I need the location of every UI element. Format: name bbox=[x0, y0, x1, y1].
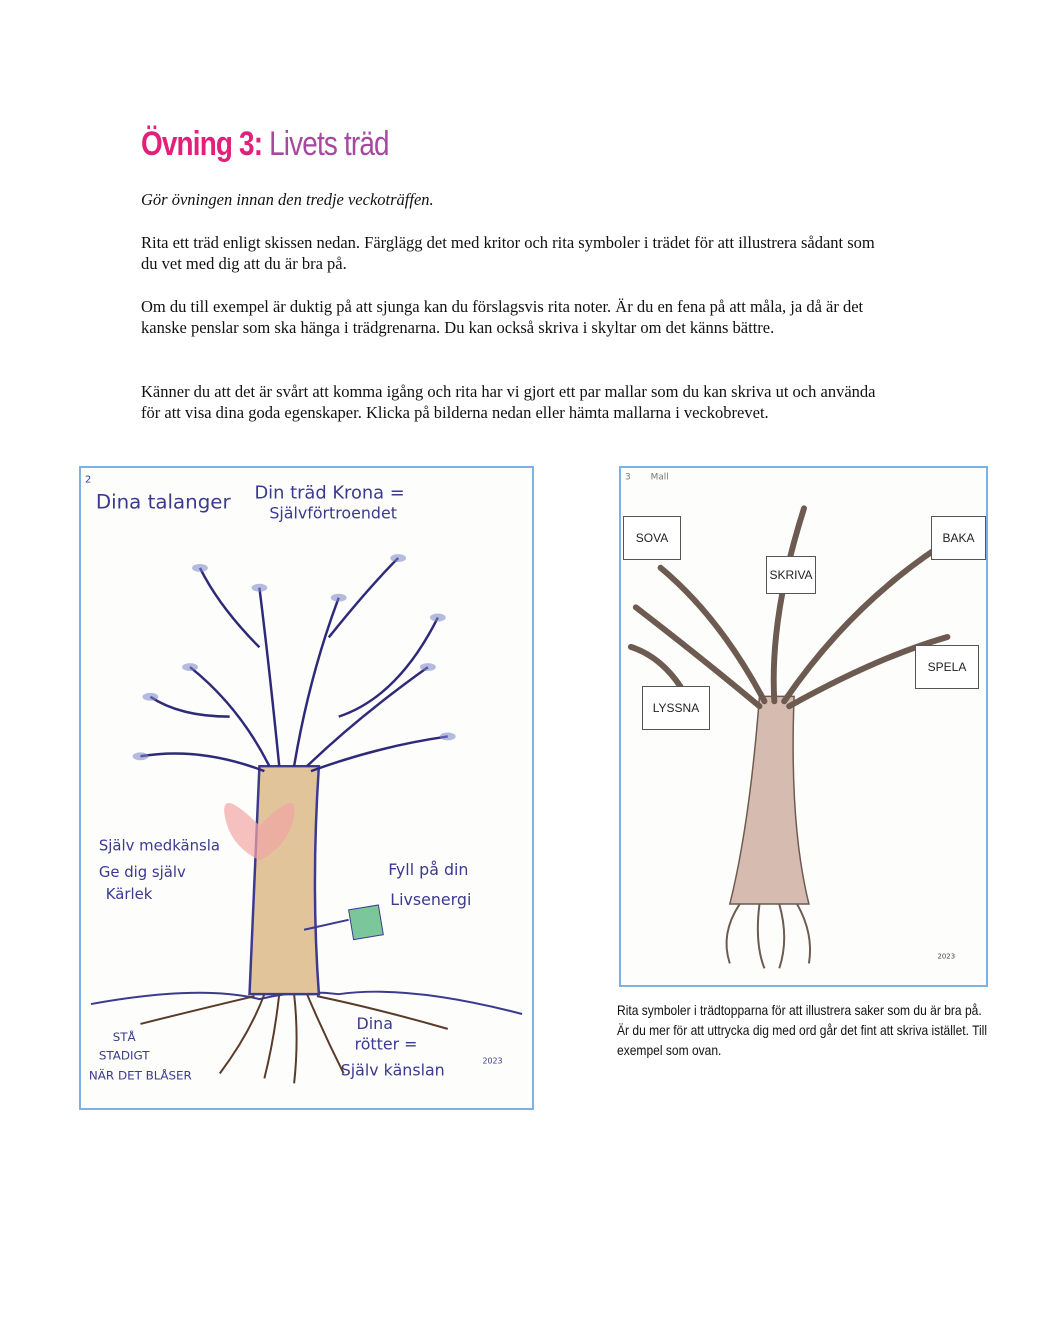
intro-text: Gör övningen innan den tredje veckoträffen. bbox=[141, 190, 434, 209]
template-label: Mall bbox=[650, 472, 669, 483]
sign-baka: BAKA bbox=[931, 516, 986, 560]
label-roots-2: rötter = bbox=[354, 1034, 418, 1054]
label-give-love-1: Ge dig själv bbox=[98, 863, 186, 882]
exercise-title: Livets träd bbox=[269, 125, 389, 163]
label-stand-3: NÄR DET BLÅSER bbox=[88, 1068, 192, 1083]
label-roots-1: Dina bbox=[356, 1013, 393, 1033]
tree-sketch-image[interactable] bbox=[79, 466, 534, 1110]
paragraph-3: Känner du att det är svårt att komma igång och rita har vi gjort ett par mallar som du kan skriva ut och använda för att visa dina goda egenskaper. Klicka på bilderna nedan eller hämta mallarna i veckobrevet. bbox=[141, 382, 876, 422]
exercise-number: Övning 3: bbox=[141, 125, 263, 163]
label-stand-1: STÅ bbox=[112, 1029, 136, 1044]
label-self-compassion: Själv medkänsla bbox=[98, 836, 221, 855]
sketch-number: 3 bbox=[624, 472, 631, 483]
paragraph-1: Rita ett träd enligt skissen nedan. Färglägg det med kritor och rita symboler i trädet för att illustrera sådant som du vet med dig att du är bra på. bbox=[141, 233, 875, 273]
signature: 2023 bbox=[937, 952, 956, 961]
label-crown: Din träd Krona = bbox=[254, 482, 405, 504]
sign-skriva: SKRIVA bbox=[766, 556, 816, 594]
label-fill-1: Fyll på din bbox=[388, 860, 469, 880]
signature: 2023 bbox=[482, 1056, 503, 1066]
sign-lyssna: LYSSNA bbox=[642, 686, 710, 730]
paragraph-2: Om du till exempel är duktig på att sjunga kan du förslagsvis rita noter. Är du en fena på att måla, ja då är det kanske penslar som ska hänga i trädgrenarna. Du kan också skriva i skyltar om det känns bättre. bbox=[141, 297, 864, 337]
page-title bbox=[141, 125, 389, 164]
label-stand-2: STADIGT bbox=[98, 1048, 150, 1063]
label-confidence: Självförtroendet bbox=[269, 503, 397, 523]
tree-illustration bbox=[81, 468, 532, 1108]
label-fill-2: Livsenergi bbox=[390, 889, 472, 909]
sign-spela: SPELA bbox=[915, 645, 979, 689]
sketch-number: 2 bbox=[84, 474, 92, 486]
label-talents: Dina talanger bbox=[95, 490, 231, 514]
sign-sova: SOVA bbox=[623, 516, 681, 560]
label-give-love-2: Kärlek bbox=[105, 885, 153, 904]
tree-template-image[interactable] bbox=[619, 466, 988, 987]
label-roots-3: Själv känslan bbox=[340, 1060, 445, 1080]
template-caption: Rita symboler i trädtopparna för att illustrera saker som du är bra på. Är du mer för att uttrycka dig med ord går det fint att skriva istället. Till exempel som ovan. bbox=[617, 1002, 988, 1058]
